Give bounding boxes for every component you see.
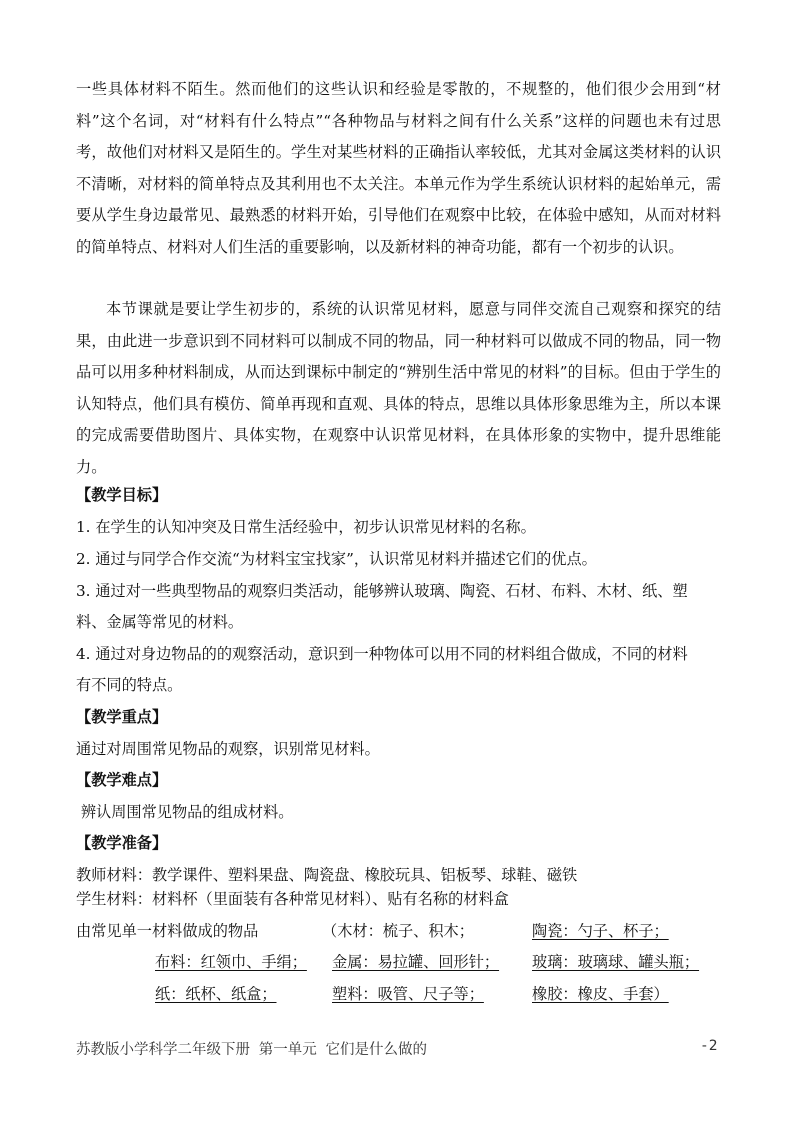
goal-item-4-line-2: 有不同的特点。 xyxy=(76,676,183,694)
material-paper: 纸：纸杯、纸盒； xyxy=(155,985,277,1003)
material-ceramic: 陶瓷：勺子、杯子； xyxy=(532,922,669,940)
material-rubber: 橡胶：橡皮、手套） xyxy=(532,985,669,1003)
page-number: -2 xyxy=(700,1038,718,1054)
intro-paragraph: 一些具体材料不陌生。然而他们的这些认识和经验是零散的，不规整的，他们很少会用到“材料”这个名词，对“材料有什么特点”“各种物品与材料之间有什么关系”这样的问题也未有过思考，故他们对材料又是陌生的。学生对某些材料的正确指认率较低，尤其对金属这类材料的认识不清晰，对材料的简单特点及其利用也不太关注。本单元作为学生系统认识材料的起始单元，需要从学生身边最常见、最熟悉的材料开始，引导他们在观察中比较，在体验中感知，从而对材料的简单特点、材料对人们生活的重要影响，以及新材料的神奇功能，都有一个初步的认识。 xyxy=(76,80,721,256)
goal-item-4-line-1: 4. 通过对身边物品的的观察活动，意识到一种物体可以用不同的材料组合做成，不同的材料 xyxy=(76,645,688,663)
material-cloth: 布料：红领巾、手绢； xyxy=(155,953,307,971)
difficulties-text: 辨认周围常见物品的组成材料。 xyxy=(76,803,294,821)
preparation-heading: 【教学准备】 xyxy=(76,834,168,852)
difficulties-heading: 【教学难点】 xyxy=(76,771,168,789)
goal-item-2: 2. 通过与同学合作交流“为材料宝宝找家”，认识常见材料并描述它们的优点。 xyxy=(76,550,597,568)
material-glass: 玻璃：玻璃球、罐头瓶； xyxy=(532,953,700,971)
single-material-label: 由常见单一材料做成的物品 xyxy=(76,922,259,940)
key-points-text: 通过对周围常见物品的观察，识别常见材料。 xyxy=(76,740,380,758)
goals-heading: 【教学目标】 xyxy=(76,486,168,504)
lesson-paragraph: 本节课就是要让学生初步的，系统的认识常见材料，愿意与同伴交流自己观察和探究的结果，由此进一步意识到不同材料可以制成不同的物品，同一种材料可以做成不同的物品，同一物品可以用多种材料制成，从而达到课标中制定的“辨别生活中常见的材料”的目标。但由于学生的认知特点，他们具有模仿、简单再现和直观、具体的特点，思维以具体形象思维为主，所以本课的完成需要借助图片、具体实物，在观察中认识常见材料，在具体形象的实物中，提升思维能力。 xyxy=(76,300,721,476)
student-materials: 学生材料：材料杯（里面装有各种常见材料）、贴有名称的材料盒 xyxy=(76,890,509,908)
goal-item-3-line-2: 料、金属等常见的材料。 xyxy=(76,613,244,631)
material-plastic: 塑料：吸管、尺子等； xyxy=(332,985,484,1003)
material-metal: 金属：易拉罐、回形针； xyxy=(332,953,500,971)
footer-title: 苏教版小学科学二年级下册 第一单元 它们是什么做的 xyxy=(76,1042,427,1058)
teacher-materials: 教师材料：教学课件、塑料果盘、陶瓷盘、橡胶玩具、铝板琴、球鞋、磁铁 xyxy=(76,866,578,884)
material-wood: （木材：梳子、积木； xyxy=(322,922,474,940)
goal-item-1: 1. 在学生的认知冲突及日常生活经验中，初步认识常见材料的名称。 xyxy=(76,518,536,536)
goal-item-3-line-1: 3. 通过对一些典型物品的观察归类活动，能够辨认玻璃、陶瓷、石材、布料、木材、纸、塑 xyxy=(76,582,688,600)
key-points-heading: 【教学重点】 xyxy=(76,708,168,726)
